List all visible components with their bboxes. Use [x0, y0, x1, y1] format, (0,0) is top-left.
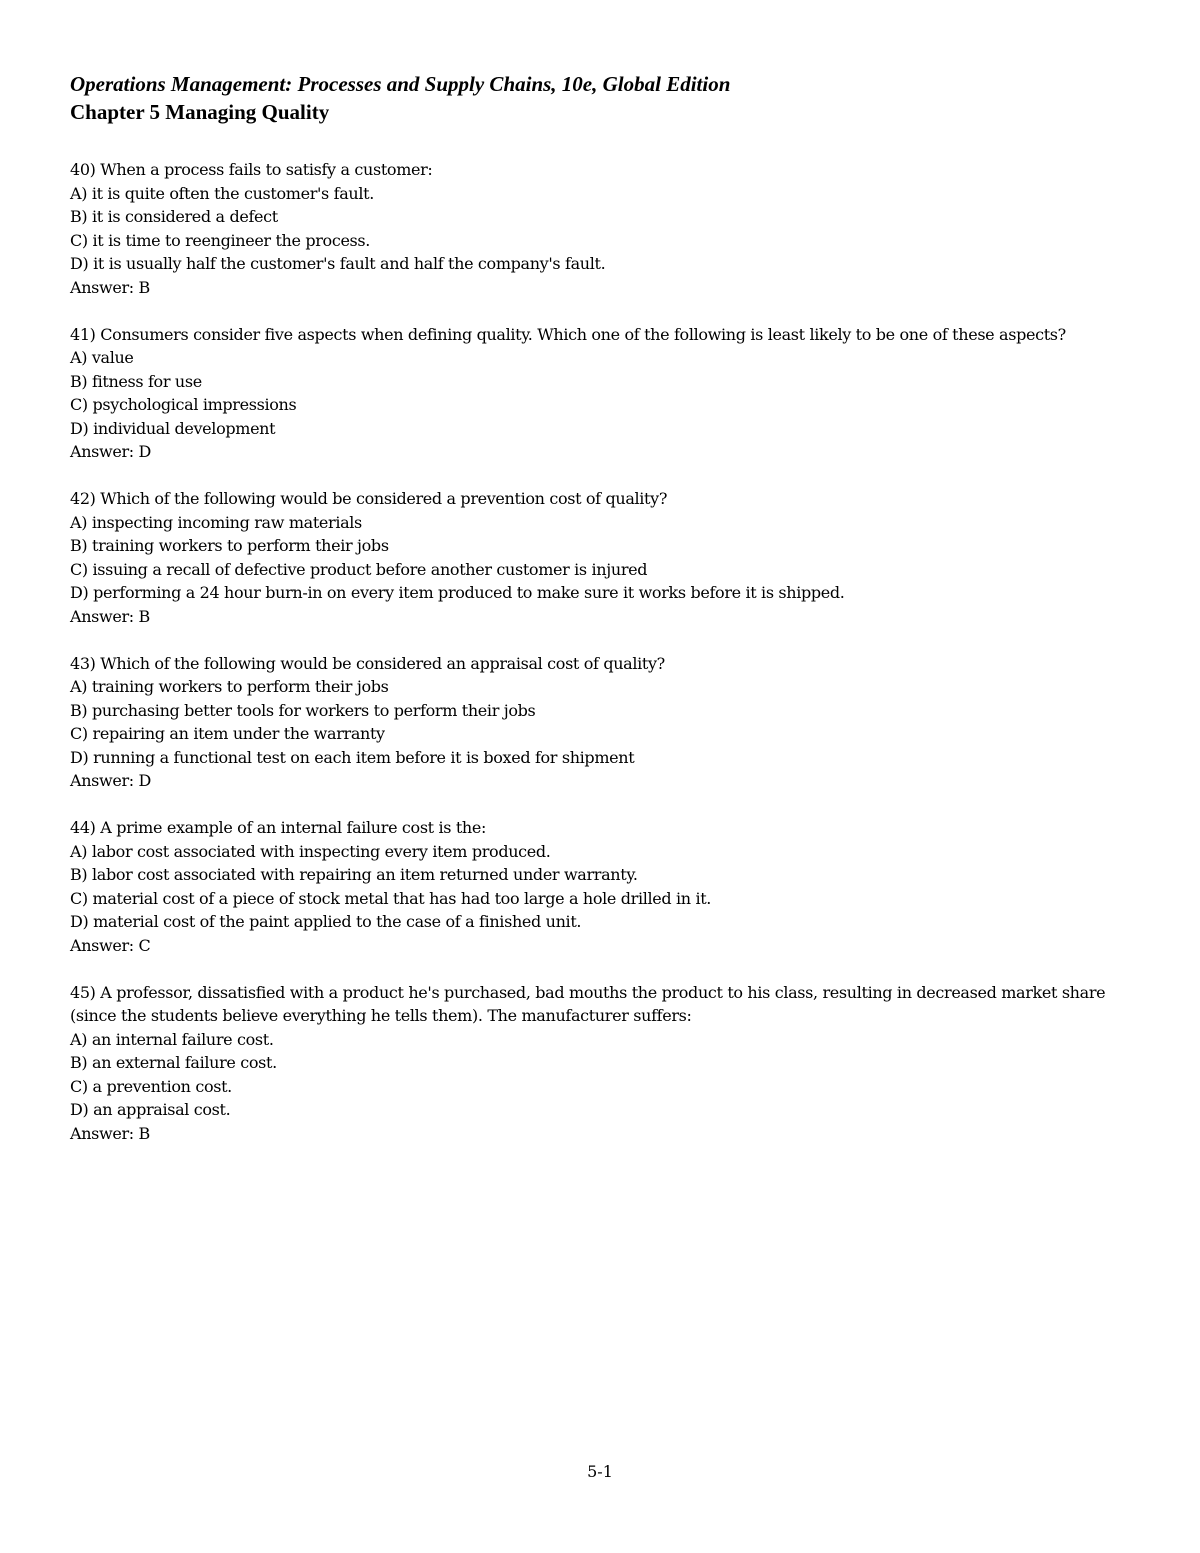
option-d: D) performing a 24 hour burn-in on every item produced to make sure it works before it is shipped.: [70, 583, 845, 602]
option-a: A) it is quite often the customer's fault.: [70, 183, 374, 203]
answer: Answer: D: [70, 442, 152, 461]
option-d: D) an appraisal cost.: [70, 1100, 231, 1119]
option-c: C) a prevention cost.: [70, 1076, 232, 1096]
question-stem: 45) A professor, dissatisfied with a product he's purchased, bad mouths the product to his class, resulting in decreased market share (since the students believe everything he tells them). The manufacturer suffers:: [70, 982, 1106, 1025]
book-title: Operations Management: Processes and Supply Chains, 10e, Global Edition: [70, 72, 731, 96]
option-d: D) material cost of the paint applied to the case of a finished unit.: [70, 912, 582, 931]
option-d: D) running a functional test on each item before it is boxed for shipment: [70, 747, 635, 767]
question-45: [70, 981, 1110, 1146]
question-stem: 42) Which of the following would be considered a prevention cost of quality?: [70, 489, 668, 508]
question-stem: 41) Consumers consider five aspects when defining quality. Which one of the following is least likely to be one of these aspects?: [70, 324, 1066, 344]
option-d: D) it is usually half the customer's fault and half the company's fault.: [70, 254, 606, 273]
answer: Answer: B: [70, 606, 150, 626]
question-stem: 40) When a process fails to satisfy a customer:: [70, 160, 433, 179]
option-a: A) labor cost associated with inspecting every item produced.: [70, 841, 551, 861]
answer: Answer: C: [70, 935, 151, 955]
option-c: C) psychological impressions: [70, 395, 297, 414]
question-40: [70, 158, 1110, 299]
question-list: [70, 158, 1110, 1169]
question-41: [70, 323, 1110, 464]
question-43: [70, 652, 1110, 793]
option-b: B) training workers to perform their jobs: [70, 536, 389, 555]
option-a: A) training workers to perform their jobs: [70, 677, 389, 696]
option-c: C) repairing an item under the warranty: [70, 724, 385, 743]
document-header: [70, 70, 1130, 126]
option-c: C) material cost of a piece of stock metal that has had too large a hole drilled in it.: [70, 888, 712, 908]
answer: Answer: B: [70, 1123, 150, 1143]
option-d: D) individual development: [70, 418, 276, 438]
option-b: B) purchasing better tools for workers to perform their jobs: [70, 700, 536, 720]
answer: Answer: B: [70, 277, 150, 297]
option-c: C) issuing a recall of defective product before another customer is injured: [70, 559, 648, 579]
page-number: 5-1: [587, 1462, 613, 1481]
question-44: [70, 816, 1110, 957]
chapter-title: Chapter 5 Managing Quality: [70, 100, 330, 124]
option-b: B) fitness for use: [70, 371, 202, 391]
answer: Answer: D: [70, 771, 152, 790]
question-stem: 44) A prime example of an internal failure cost is the:: [70, 818, 487, 837]
option-b: B) labor cost associated with repairing an item returned under warranty.: [70, 865, 638, 884]
option-a: A) value: [70, 348, 134, 367]
question-42: [70, 487, 1110, 628]
option-a: A) inspecting incoming raw materials: [70, 512, 362, 532]
option-b: B) it is considered a defect: [70, 207, 278, 226]
question-stem: 43) Which of the following would be considered an appraisal cost of quality?: [70, 653, 665, 673]
option-b: B) an external failure cost.: [70, 1053, 277, 1072]
option-c: C) it is time to reengineer the process.: [70, 230, 371, 250]
option-a: A) an internal failure cost.: [70, 1029, 274, 1049]
